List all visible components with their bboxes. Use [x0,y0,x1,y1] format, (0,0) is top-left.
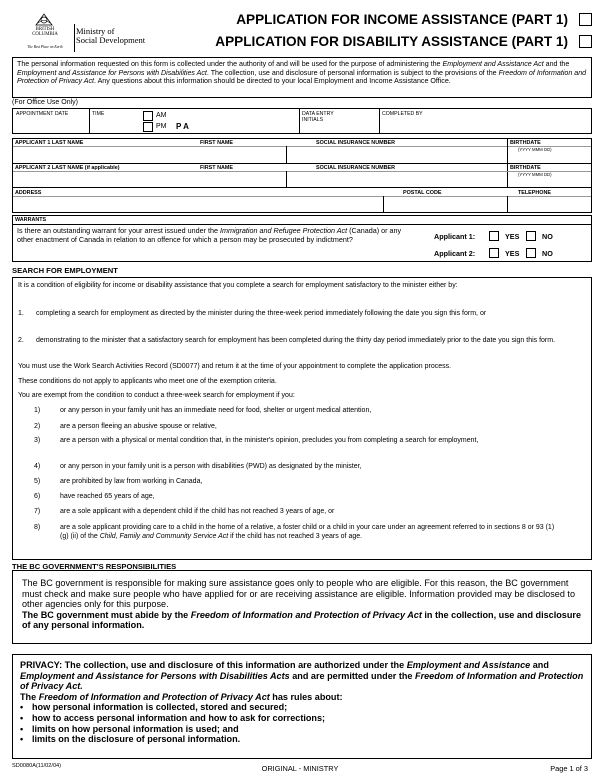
exemption-text: or any person in your family unit has an immediate need for food, shelter or urgent medical attention, [60,407,372,414]
row-line [13,171,591,172]
row-line [13,196,591,197]
ministry-name [76,27,145,45]
warrant-applicant1-yes-checkbox[interactable] [489,231,499,241]
warrant-applicant2-no-checkbox[interactable] [526,248,536,258]
ministry-line2: Social Development [76,35,146,45]
initials-label: INITIALS [302,117,324,123]
exemption-text: or any person in your family unit is a person with disabilities (PWD) as designated by the minister, [60,463,362,470]
divider [507,196,508,212]
applicant2-sin-label: SOCIAL INSURANCE NUMBER [316,165,395,171]
bc-gov-box [12,570,592,644]
address-label: ADDRESS [15,190,42,196]
am-label: AM [156,112,167,119]
notice-act: Employment and Assistance Act [442,60,544,68]
list-item: • limits on the disclosure of personal information. [20,734,584,745]
page-number: Page 1 of 3 [550,764,588,773]
bc-gov-heading: THE BC GOVERNMENT'S RESPONSIBILITIES [12,562,177,571]
notice-act: Employment and Assistance for Persons with Disabilities Act [17,68,207,77]
pm-checkbox[interactable] [143,122,153,132]
bc-logo [16,12,74,54]
exemption-text: are a person with a physical or mental condition that, in the minister's opinion, precludes you from completing a search for employment, [60,437,479,444]
list-item: • how personal information is collected, stored and secured; [20,702,584,713]
privacy-text: The [20,691,39,702]
applicant2-first-name-label: FIRST NAME [200,165,233,171]
search-intro: It is a condition of eligibility for income or disability assistance that you complete a search for employment satisfactory to the minister either by: [18,282,458,289]
privacy-act: Freedom of Information and Protection of Privacy Act [38,691,270,702]
search-item-number: 1. [18,310,24,317]
search-exemption-note: These conditions do not apply to applicants who meet one of the exemption criteria. [18,378,277,385]
pa-marker: P A [176,122,189,131]
bc-gov-text: in the collection, use and disclosure of any personal information. [22,609,582,631]
ministry-line1: Ministry of [76,26,115,36]
notice-act: Freedom of Information and Protection of Privacy Act [17,68,587,86]
applicant1-last-name-input[interactable] [15,147,285,161]
collection-notice [12,57,592,98]
exemption-number: 1) [34,407,41,414]
exemption-number: 2) [34,423,41,430]
privacy-act: Employment and Assistance [406,660,531,670]
warrant-applicant2-yes-label: YES [505,249,520,258]
applicant2-last-name-label: APPLICANT 2 LAST NAME (if applicable) [15,165,120,171]
bc-gov-act: Freedom of Information and Protection of Privacy Act [190,609,422,620]
search-item-number: 2. [18,337,24,344]
exemption-number: 5) [34,478,41,485]
privacy-act: Employment and Assistance for Persons with Disabilities Acts [20,670,290,681]
office-use-box [12,108,592,134]
appointment-date-label: APPOINTMENT DATE [16,111,69,117]
privacy-text: has rules about: [269,691,343,702]
bc-gov-text: The BC government must abide by the [22,609,191,620]
bc-gov-foippa [22,610,582,631]
exemption-act: Child, Family and Community Service Act [99,533,229,541]
title-income-assistance: APPLICATION FOR INCOME ASSISTANCE (PART 1) [236,12,568,27]
warrant-applicant1-no-checkbox[interactable] [526,231,536,241]
notice-text: The personal information requested on this form is collected under the authority of and will be used for the purpose of administering the [17,60,443,68]
row-line [13,163,591,164]
applicant1-birthdate-label: BIRTHDATE [510,140,541,146]
exemption-text [60,523,560,542]
privacy-rules-intro [20,692,584,703]
office-use-heading: (For Office Use Only) [12,99,78,106]
applicant1-date-format: (YYYY MMM DD) [518,147,552,152]
exemption-number: 4) [34,463,41,470]
title-disability-assistance: APPLICATION FOR DISABILITY ASSISTANCE (PART 1) [215,34,568,49]
divider [299,109,300,133]
logo-tagline: The Best Place on Earth [27,45,63,49]
exemption-text: are a sole applicant with a dependent child if the child has not reached 3 years of age, or [60,508,335,515]
warrant-applicant1-label: Applicant 1: [434,232,476,241]
copy-designation: ORIGINAL - MINISTRY [261,764,339,773]
privacy-rules-list [20,702,584,744]
logo-line1: BRITISH [35,27,55,32]
privacy-act: Freedom of Information and Protection of Privacy Act. [20,670,584,692]
warrant-applicant1-yes-label: YES [505,232,520,241]
search-work-record: You must use the Work Search Activities Record (SD0077) and return it at the time of your appointment to complete the application process. [18,363,452,370]
warrant-text: (Canada) or any other enactment of Canada in relation to an offence for which a person may be prosecuted by indictment? [17,226,402,245]
notice-text: . The collection, use and disclosure of personal information is subject to the provisions of the [206,68,499,77]
privacy-statement [20,660,584,692]
time-label: TIME [92,111,105,117]
logo-line2: COLUMBIA [32,32,58,37]
privacy-text: and are permitted under the [289,670,416,681]
exemption-number: 6) [34,493,41,500]
income-assistance-checkbox[interactable] [579,13,592,26]
exemption-text: are prohibited by law from working in Canada, [60,478,203,485]
row-line [13,187,591,188]
form-id: SD0080A(11/02/04) [12,763,62,769]
notice-text: and the [543,60,570,68]
applicant1-first-name-label: FIRST NAME [200,140,233,146]
privacy-text: PRIVACY: The collection, use and disclosure of this information are authorized under the [20,660,407,670]
logo-divider [74,24,75,52]
notice-text: . Any questions about this information should be directed to your local Employment and Income Assistance Office. [94,77,451,86]
warrants-heading: WARRANTS [15,217,47,223]
list-item: • how to access personal information and how to ask for corrections; [20,713,584,724]
bc-crest-icon [34,12,54,26]
exemption-text: have reached 65 years of age, [60,493,155,500]
search-item-text: completing a search for employment as directed by the minister during the three-week period immediately following the date you sign this form, or [36,310,487,317]
exemption-text-part: are a sole applicant providing care to a child in the home of a relative, a foster child or a child in your care under an agreement referred to in sections 8 or 93 (1) (g) (ii) of the [60,524,555,541]
disability-assistance-checkbox[interactable] [579,35,592,48]
row-line [13,224,591,225]
form-header [12,12,592,54]
applicant1-last-name-label: APPLICANT 1 LAST NAME [15,140,84,146]
am-checkbox[interactable] [143,111,153,121]
postal-code-label: POSTAL CODE [403,190,442,196]
divider [383,196,384,212]
divider [89,109,90,133]
search-exempt-intro: You are exempt from the condition to conduct a three-week search for employment if you: [18,392,295,399]
exemption-number: 7) [34,508,41,515]
bc-gov-responsibility: The BC government is responsible for making sure assistance goes only to people who are eligible. For this reason, the BC government must check and make sure people who have applied for or are receiving assistance are eligible. Information provided may be disclosed to other agencies only for this purpose. [22,578,576,610]
warrant-applicant2-label: Applicant 2: [434,249,476,258]
logo-wordmark [16,27,74,37]
warrant-question [17,226,412,244]
divider [379,109,380,133]
applicant-box [12,138,592,213]
search-employment-heading: SEARCH FOR EMPLOYMENT [12,266,118,275]
data-entry-label: DATA ENTRY [302,111,334,117]
applicant1-sin-label: SOCIAL INSURANCE NUMBER [316,140,395,146]
warrant-text: Is there an outstanding warrant for your arrest issued under the [17,226,220,235]
applicant2-birthdate-label: BIRTHDATE [510,165,541,171]
warrant-applicant2-yes-checkbox[interactable] [489,248,499,258]
search-employment-box [12,277,592,560]
completed-by-label: COMPLETED BY [382,111,423,117]
privacy-text: and [530,660,549,670]
exemption-text: are a person fleeing an abusive spouse or relative, [60,423,217,430]
divider [286,146,287,163]
exemption-text-part: if the child has not reached 3 years of age. [228,533,363,541]
divider [286,171,287,187]
warrant-applicant2-no-label: NO [542,249,553,258]
privacy-box [12,654,592,759]
exemption-number: 3) [34,437,41,444]
warrant-applicant1-no-label: NO [542,232,553,241]
exemption-number: 8) [34,524,41,531]
warrant-act: Immigration and Refugee Protection Act [219,226,348,235]
list-item: • limits on how personal information is used; and [20,724,584,735]
telephone-label: TELEPHONE [518,190,551,196]
applicant2-date-format: (YYYY MMM DD) [518,172,552,177]
search-item-text: demonstrating to the minister that a satisfactory search for employment has been completed during the thirty day period immediately prior to the date you sign this form. [36,337,556,344]
pm-label: PM [156,123,167,130]
